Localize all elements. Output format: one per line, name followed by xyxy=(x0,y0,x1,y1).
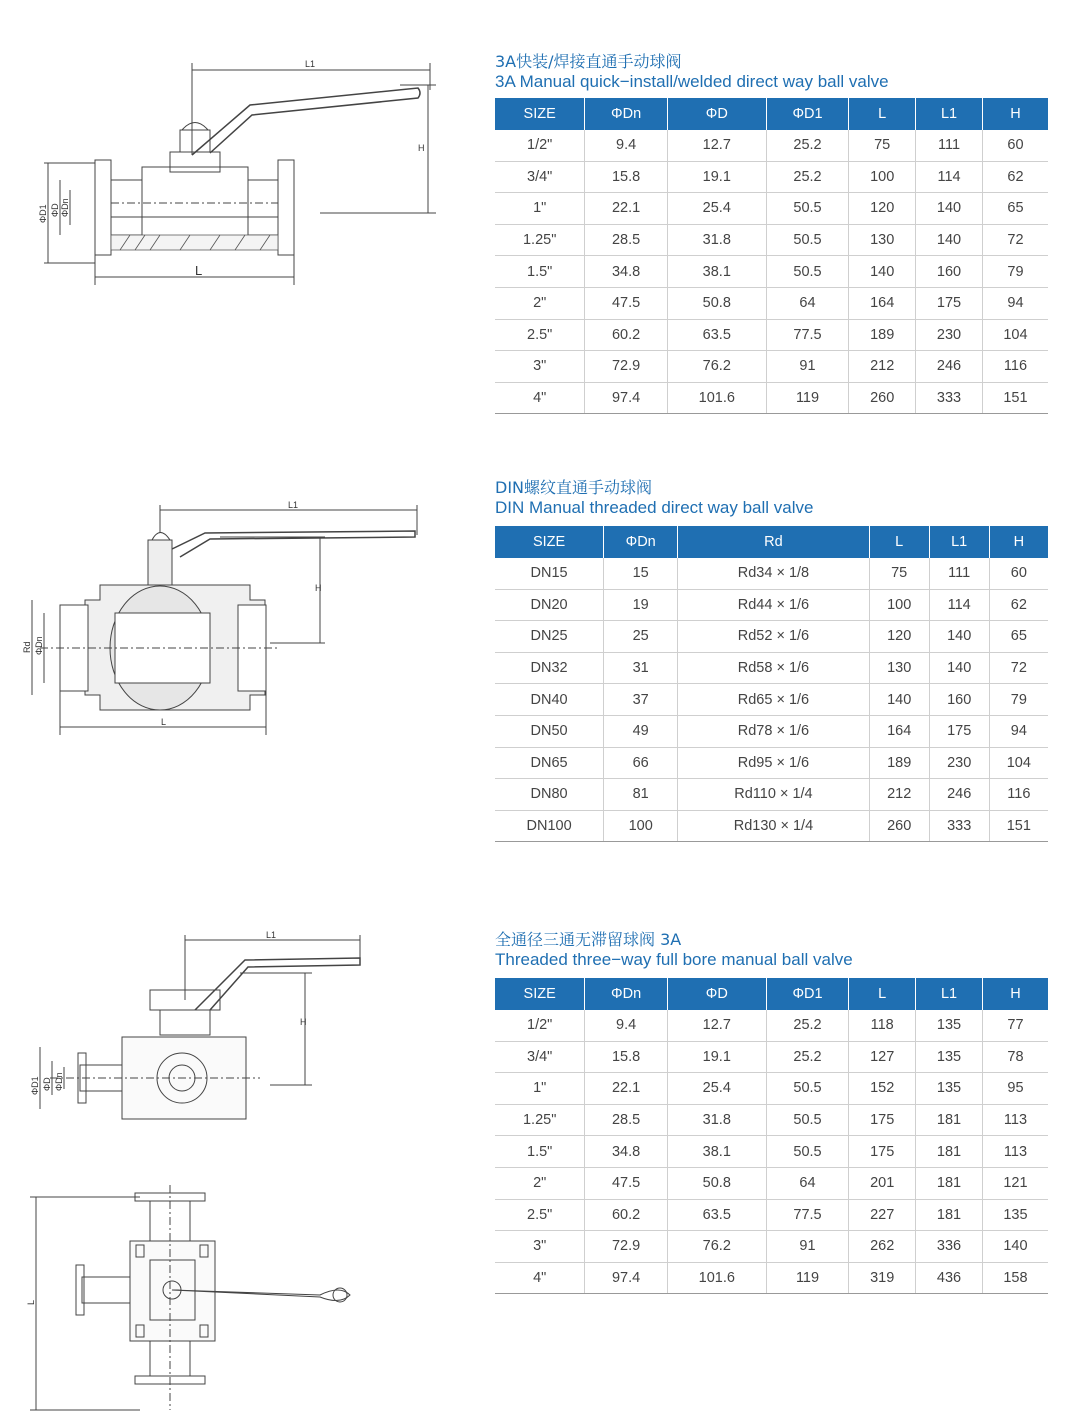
table-cell: 116 xyxy=(982,351,1048,383)
dim-label-d-3w: ΦD xyxy=(42,1077,52,1091)
table-cell: 65 xyxy=(989,621,1048,653)
dim-label-h-din: H xyxy=(315,583,322,593)
table-cell: 164 xyxy=(869,715,929,747)
table-cell: 2" xyxy=(495,1167,585,1199)
table-cell: 121 xyxy=(982,1167,1048,1199)
dim-label-dn-din: ΦDn xyxy=(34,636,44,655)
table-cell: 25.4 xyxy=(667,193,766,225)
table-cell: 50.8 xyxy=(667,287,766,319)
column-header: ΦDn xyxy=(585,98,668,130)
column-header: ΦD xyxy=(667,98,766,130)
table-cell: DN32 xyxy=(495,652,604,684)
table-cell: 60.2 xyxy=(585,1199,668,1231)
table-cell: 111 xyxy=(916,130,983,161)
table-row xyxy=(495,684,1048,716)
column-header: ΦD xyxy=(667,978,766,1010)
dim-label-l: L xyxy=(195,263,203,278)
table-cell: 260 xyxy=(869,810,929,842)
table-row xyxy=(495,224,1048,256)
table-cell: 104 xyxy=(982,319,1048,351)
dim-label-rd: Rd xyxy=(22,641,32,653)
table-cell: 189 xyxy=(869,747,929,779)
table-cell: 49 xyxy=(604,715,678,747)
table-cell: 15 xyxy=(604,558,678,589)
table-cell: 114 xyxy=(916,161,983,193)
table-row xyxy=(495,1262,1048,1294)
column-header: L1 xyxy=(916,978,983,1010)
table-cell: 62 xyxy=(989,589,1048,621)
table-row xyxy=(495,193,1048,225)
table-cell: 25.2 xyxy=(766,161,849,193)
table-cell: 164 xyxy=(849,287,916,319)
column-header: L1 xyxy=(929,526,989,558)
table-cell: 50.8 xyxy=(667,1167,766,1199)
table-row xyxy=(495,382,1048,414)
table-cell: 4" xyxy=(495,382,585,414)
table-cell: 2" xyxy=(495,287,585,319)
table-cell: 100 xyxy=(869,589,929,621)
table-cell: Rd110 × 1/4 xyxy=(678,779,869,811)
column-header: H xyxy=(989,526,1048,558)
section-title-en: DIN Manual threaded direct way ball valve xyxy=(495,498,814,517)
table-cell: 101.6 xyxy=(667,382,766,414)
table-cell: 91 xyxy=(766,351,849,383)
table-cell: 333 xyxy=(929,810,989,842)
table-cell: 2.5" xyxy=(495,319,585,351)
table-cell: 63.5 xyxy=(667,319,766,351)
table-row xyxy=(495,287,1048,319)
table-header-row xyxy=(495,526,1048,558)
table-cell: 12.7 xyxy=(667,130,766,161)
table-cell: 97.4 xyxy=(585,1262,668,1294)
table-cell: 25.2 xyxy=(766,1010,849,1041)
section-title-en: Threaded three−way full bore manual ball valve xyxy=(495,950,853,969)
table-cell: 118 xyxy=(849,1010,916,1041)
table-cell: 76.2 xyxy=(667,351,766,383)
table-cell: 160 xyxy=(929,684,989,716)
table-cell: 9.4 xyxy=(585,130,668,161)
table-cell: 63.5 xyxy=(667,1199,766,1231)
table-cell: Rd78 × 1/6 xyxy=(678,715,869,747)
table-cell: 189 xyxy=(849,319,916,351)
table-cell: 1.25" xyxy=(495,224,585,256)
table-cell: 436 xyxy=(916,1262,983,1294)
spec-table-din xyxy=(495,526,1048,842)
table-cell: 22.1 xyxy=(585,1073,668,1105)
table-cell: 60 xyxy=(982,130,1048,161)
table-cell: Rd44 × 1/6 xyxy=(678,589,869,621)
table-cell: Rd34 × 1/8 xyxy=(678,558,869,589)
table-cell: 100 xyxy=(604,810,678,842)
column-header: L1 xyxy=(916,98,983,130)
drawing-three-way-valve-plan xyxy=(20,1185,380,1420)
table-cell: 319 xyxy=(849,1262,916,1294)
table-cell: 2.5" xyxy=(495,1199,585,1231)
table-cell: 15.8 xyxy=(585,1041,668,1073)
table-cell: 50.5 xyxy=(766,1104,849,1136)
table-cell: 60.2 xyxy=(585,319,668,351)
table-cell: DN25 xyxy=(495,621,604,653)
drawing-din-ball-valve xyxy=(20,495,440,745)
table-cell: 130 xyxy=(849,224,916,256)
section-title-3a xyxy=(495,52,889,92)
dim-label-h-3w: H xyxy=(300,1017,307,1027)
table-cell: 64 xyxy=(766,1167,849,1199)
section-title-three-way xyxy=(495,930,853,970)
table-cell: 47.5 xyxy=(585,1167,668,1199)
table-cell: 3" xyxy=(495,351,585,383)
table-cell: 77.5 xyxy=(766,1199,849,1231)
column-header: L xyxy=(849,98,916,130)
table-cell: 75 xyxy=(869,558,929,589)
table-row xyxy=(495,1231,1048,1263)
table-cell: 135 xyxy=(916,1041,983,1073)
table-cell: 158 xyxy=(982,1262,1048,1294)
table-row xyxy=(495,715,1048,747)
dim-label-l1-3w: L1 xyxy=(266,930,277,940)
dim-label-l-din: L xyxy=(161,717,167,727)
table-cell: 19.1 xyxy=(667,161,766,193)
table-cell: 64 xyxy=(766,287,849,319)
table-cell: 50.5 xyxy=(766,1073,849,1105)
table-cell: 151 xyxy=(982,382,1048,414)
column-header: L xyxy=(849,978,916,1010)
table-cell: 34.8 xyxy=(585,1136,668,1168)
table-row xyxy=(495,779,1048,811)
dim-label-l1-din: L1 xyxy=(288,500,299,510)
table-cell: 175 xyxy=(929,715,989,747)
table-cell: 12.7 xyxy=(667,1010,766,1041)
table-cell: 50.5 xyxy=(766,193,849,225)
table-cell: 116 xyxy=(989,779,1048,811)
table-row xyxy=(495,558,1048,589)
table-row xyxy=(495,1199,1048,1231)
table-cell: 135 xyxy=(916,1073,983,1105)
table-cell: 37 xyxy=(604,684,678,716)
column-header: ΦD1 xyxy=(766,978,849,1010)
table-cell: 175 xyxy=(849,1136,916,1168)
table-row xyxy=(495,130,1048,161)
table-row xyxy=(495,1073,1048,1105)
table-cell: 127 xyxy=(849,1041,916,1073)
table-cell: 140 xyxy=(916,224,983,256)
table-cell: DN20 xyxy=(495,589,604,621)
table-cell: 94 xyxy=(982,287,1048,319)
table-cell: 1.25" xyxy=(495,1104,585,1136)
table-cell: 79 xyxy=(989,684,1048,716)
table-cell: 230 xyxy=(916,319,983,351)
table-cell: 151 xyxy=(989,810,1048,842)
dim-label-d1: ΦD1 xyxy=(38,204,48,223)
table-cell: DN40 xyxy=(495,684,604,716)
table-cell: 9.4 xyxy=(585,1010,668,1041)
table-cell: 65 xyxy=(982,193,1048,225)
table-cell: 72.9 xyxy=(585,351,668,383)
table-cell: 333 xyxy=(916,382,983,414)
table-cell: 230 xyxy=(929,747,989,779)
table-cell: Rd52 × 1/6 xyxy=(678,621,869,653)
table-cell: 114 xyxy=(929,589,989,621)
table-row xyxy=(495,351,1048,383)
table-cell: 1.5" xyxy=(495,256,585,288)
drawing-three-way-valve-side xyxy=(20,925,380,1125)
table-cell: 130 xyxy=(869,652,929,684)
section-title-en: 3A Manual quick−install/welded direct way ball valve xyxy=(495,72,889,91)
column-header: H xyxy=(982,978,1048,1010)
table-cell: 100 xyxy=(849,161,916,193)
table-cell: 111 xyxy=(929,558,989,589)
table-cell: 1/2" xyxy=(495,130,585,161)
column-header: H xyxy=(982,98,1048,130)
table-cell: 140 xyxy=(869,684,929,716)
table-cell: 260 xyxy=(849,382,916,414)
dim-label-l-3w: L xyxy=(26,1299,36,1305)
table-cell: 119 xyxy=(766,382,849,414)
table-cell: DN50 xyxy=(495,715,604,747)
table-cell: 75 xyxy=(849,130,916,161)
table-cell: 38.1 xyxy=(667,256,766,288)
column-header: ΦD1 xyxy=(766,98,849,130)
table-cell: 181 xyxy=(916,1136,983,1168)
table-cell: 135 xyxy=(916,1010,983,1041)
table-cell: 77.5 xyxy=(766,319,849,351)
table-cell: 1" xyxy=(495,1073,585,1105)
table-row xyxy=(495,161,1048,193)
table-row xyxy=(495,319,1048,351)
table-cell: Rd65 × 1/6 xyxy=(678,684,869,716)
table-row xyxy=(495,1104,1048,1136)
table-cell: Rd95 × 1/6 xyxy=(678,747,869,779)
section-title-cn: 3A快装/焊接直通手动球阀 xyxy=(495,52,682,71)
table-cell: 4" xyxy=(495,1262,585,1294)
table-row xyxy=(495,256,1048,288)
table-cell: 72 xyxy=(989,652,1048,684)
table-cell: 60 xyxy=(989,558,1048,589)
table-cell: 181 xyxy=(916,1167,983,1199)
table-cell: 31.8 xyxy=(667,1104,766,1136)
table-cell: 160 xyxy=(916,256,983,288)
table-cell: 1.5" xyxy=(495,1136,585,1168)
table-cell: 120 xyxy=(849,193,916,225)
table-cell: 77 xyxy=(982,1010,1048,1041)
table-cell: 91 xyxy=(766,1231,849,1263)
table-cell: 72.9 xyxy=(585,1231,668,1263)
table-cell: 31.8 xyxy=(667,224,766,256)
table-cell: 50.5 xyxy=(766,1136,849,1168)
column-header: SIZE xyxy=(495,526,604,558)
table-cell: 113 xyxy=(982,1104,1048,1136)
table-cell: 94 xyxy=(989,715,1048,747)
section-title-din xyxy=(495,478,813,518)
table-cell: 212 xyxy=(849,351,916,383)
table-cell: 3" xyxy=(495,1231,585,1263)
table-cell: 212 xyxy=(869,779,929,811)
dim-label-dn-3w: ΦDn xyxy=(54,1072,64,1091)
spec-table-three-way xyxy=(495,978,1048,1294)
column-header: Rd xyxy=(678,526,869,558)
dim-label-h: H xyxy=(418,143,425,153)
table-cell: 246 xyxy=(916,351,983,383)
table-row xyxy=(495,652,1048,684)
table-cell: 113 xyxy=(982,1136,1048,1168)
table-cell: 336 xyxy=(916,1231,983,1263)
dim-label-l1: L1 xyxy=(305,59,316,69)
dim-label-d1-3w: ΦD1 xyxy=(30,1076,40,1095)
table-cell: 50.5 xyxy=(766,256,849,288)
table-cell: 22.1 xyxy=(585,193,668,225)
table-cell: 3/4" xyxy=(495,161,585,193)
drawing-3a-ball-valve xyxy=(20,45,460,295)
table-cell: 50.5 xyxy=(766,224,849,256)
table-cell: 25.4 xyxy=(667,1073,766,1105)
table-row xyxy=(495,1010,1048,1041)
table-cell: 38.1 xyxy=(667,1136,766,1168)
dim-label-dn: ΦDn xyxy=(60,198,70,217)
table-cell: 175 xyxy=(916,287,983,319)
table-cell: 62 xyxy=(982,161,1048,193)
table-cell: DN15 xyxy=(495,558,604,589)
table-cell: 19.1 xyxy=(667,1041,766,1073)
table-cell: 175 xyxy=(849,1104,916,1136)
table-cell: 181 xyxy=(916,1104,983,1136)
table-cell: 201 xyxy=(849,1167,916,1199)
table-cell: 25.2 xyxy=(766,1041,849,1073)
table-cell: DN80 xyxy=(495,779,604,811)
table-cell: 78 xyxy=(982,1041,1048,1073)
table-cell: 79 xyxy=(982,256,1048,288)
column-header: ΦDn xyxy=(604,526,678,558)
table-cell: 120 xyxy=(869,621,929,653)
table-cell: 28.5 xyxy=(585,1104,668,1136)
table-cell: Rd130 × 1/4 xyxy=(678,810,869,842)
table-cell: 104 xyxy=(989,747,1048,779)
table-header-row xyxy=(495,98,1048,130)
table-cell: 152 xyxy=(849,1073,916,1105)
column-header: SIZE xyxy=(495,98,585,130)
table-cell: DN100 xyxy=(495,810,604,842)
table-cell: 227 xyxy=(849,1199,916,1231)
dim-label-d: ΦD xyxy=(50,203,60,217)
table-cell: 140 xyxy=(916,193,983,225)
table-cell: 15.8 xyxy=(585,161,668,193)
table-header-row xyxy=(495,978,1048,1010)
table-cell: 25.2 xyxy=(766,130,849,161)
section-title-cn: DIN螺纹直通手动球阀 xyxy=(495,478,653,497)
table-row xyxy=(495,1167,1048,1199)
table-cell: 76.2 xyxy=(667,1231,766,1263)
table-row xyxy=(495,747,1048,779)
table-cell: 97.4 xyxy=(585,382,668,414)
table-cell: 140 xyxy=(929,652,989,684)
table-row xyxy=(495,1041,1048,1073)
table-row xyxy=(495,810,1048,842)
table-cell: 1/2" xyxy=(495,1010,585,1041)
table-cell: 25 xyxy=(604,621,678,653)
table-row xyxy=(495,589,1048,621)
table-cell: 140 xyxy=(929,621,989,653)
table-row xyxy=(495,1136,1048,1168)
column-header: SIZE xyxy=(495,978,585,1010)
table-cell: 72 xyxy=(982,224,1048,256)
spec-table-3a xyxy=(495,98,1048,414)
table-cell: 81 xyxy=(604,779,678,811)
table-cell: 181 xyxy=(916,1199,983,1231)
table-cell: Rd58 × 1/6 xyxy=(678,652,869,684)
table-cell: 1" xyxy=(495,193,585,225)
table-cell: 262 xyxy=(849,1231,916,1263)
table-cell: 101.6 xyxy=(667,1262,766,1294)
table-row xyxy=(495,621,1048,653)
column-header: ΦDn xyxy=(585,978,668,1010)
table-cell: 34.8 xyxy=(585,256,668,288)
table-cell: 47.5 xyxy=(585,287,668,319)
column-header: L xyxy=(869,526,929,558)
table-cell: 246 xyxy=(929,779,989,811)
table-cell: DN65 xyxy=(495,747,604,779)
table-cell: 140 xyxy=(849,256,916,288)
table-cell: 31 xyxy=(604,652,678,684)
table-cell: 19 xyxy=(604,589,678,621)
table-cell: 119 xyxy=(766,1262,849,1294)
table-cell: 66 xyxy=(604,747,678,779)
table-cell: 135 xyxy=(982,1199,1048,1231)
table-cell: 95 xyxy=(982,1073,1048,1105)
table-cell: 28.5 xyxy=(585,224,668,256)
table-cell: 140 xyxy=(982,1231,1048,1263)
section-title-cn: 全通径三通无滞留球阀 3A xyxy=(495,930,682,949)
table-cell: 3/4" xyxy=(495,1041,585,1073)
